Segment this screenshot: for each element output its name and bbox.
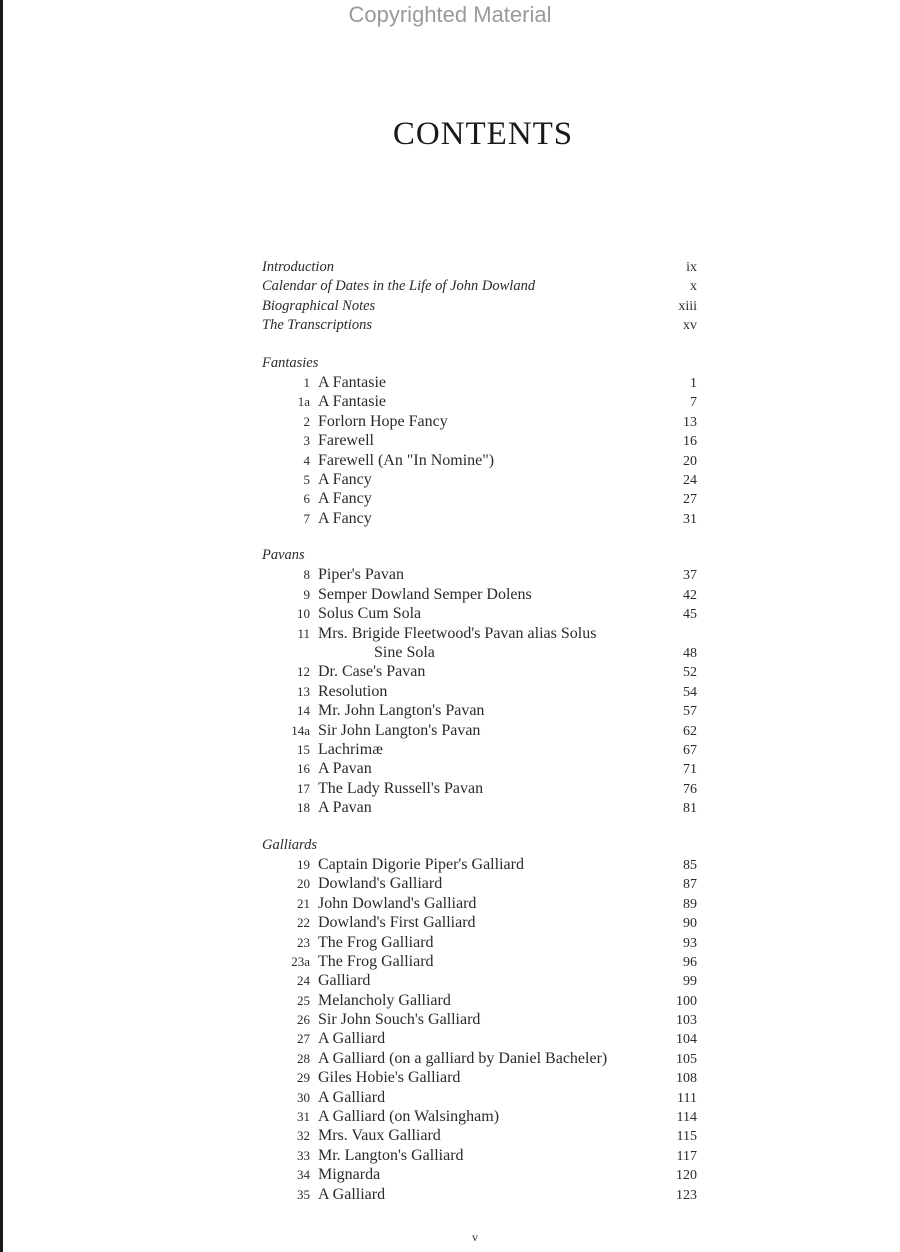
entry-title: A Fantasie <box>318 393 386 411</box>
toc-entry <box>262 1185 697 1204</box>
page-number: 16 <box>683 434 697 450</box>
entry-number: 28 <box>297 1050 310 1066</box>
toc-entry <box>262 643 697 662</box>
entry-title: Mrs. Vaux Galliard <box>318 1127 441 1145</box>
toc-entry <box>262 759 697 778</box>
entry-title: Piper's Pavan <box>318 566 404 584</box>
watermark: Copyrighted Material <box>348 2 552 27</box>
entry-number: 27 <box>297 1031 310 1047</box>
page-number: 96 <box>683 954 697 970</box>
entry-title: A Pavan <box>318 760 372 778</box>
page-number: xiii <box>678 298 697 314</box>
toc-entry <box>262 431 697 450</box>
entry-number: 6 <box>303 491 310 507</box>
entry-title: A Galliard (on a galliard by Daniel Bacheler) <box>318 1049 608 1067</box>
entry-number: 34 <box>297 1167 310 1183</box>
toc-entry <box>262 470 697 489</box>
page-number: 1 <box>690 375 697 391</box>
entry-title: Lachrimæ <box>318 740 383 758</box>
entry-number: 11 <box>297 625 310 641</box>
entry-title: A Galliard <box>318 1030 386 1048</box>
entry-title: Semper Dowland Semper Dolens <box>318 585 532 603</box>
page-edge <box>0 0 3 1252</box>
toc-entry <box>262 489 697 508</box>
entry-number: 30 <box>297 1089 310 1105</box>
toc-entry <box>262 1107 697 1126</box>
entry-number: 9 <box>303 586 310 602</box>
page-number: 45 <box>683 607 697 623</box>
entry-title: Mr. John Langton's Pavan <box>318 702 485 720</box>
entry-number: 18 <box>297 800 310 816</box>
entry-number: 1 <box>303 374 310 390</box>
entry-title: The Frog Galliard <box>318 933 434 951</box>
toc-entry <box>262 740 697 759</box>
toc-entry <box>262 933 697 952</box>
toc-entry <box>262 509 697 528</box>
page-number: 123 <box>676 1187 697 1203</box>
entry-title: A Fantasie <box>318 373 386 391</box>
page-number: 7 <box>690 395 697 411</box>
front-matter-row <box>262 277 697 296</box>
page-number: xv <box>683 318 697 334</box>
page-number: 71 <box>683 762 697 778</box>
page-number: 111 <box>677 1090 697 1106</box>
toc-entry <box>262 874 697 893</box>
entry-number: 1a <box>297 394 310 410</box>
page-number: 120 <box>676 1168 697 1184</box>
entry-number: 19 <box>297 856 310 872</box>
entry-title: The Transcriptions <box>262 317 372 334</box>
page-number: 54 <box>683 684 697 700</box>
front-matter-row <box>262 297 697 316</box>
section-pavans <box>262 546 697 817</box>
toc-entry <box>262 1165 697 1184</box>
entry-number: 8 <box>303 567 310 583</box>
page-number: 62 <box>683 723 697 739</box>
page-number: 89 <box>683 896 697 912</box>
front-matter-row <box>262 316 697 335</box>
page-number: 31 <box>683 511 697 527</box>
page-number: 103 <box>676 1013 697 1029</box>
entry-title: Farewell (An "In Nomine") <box>318 451 495 469</box>
page-number: 117 <box>676 1148 697 1164</box>
entry-number: 14 <box>297 703 310 719</box>
entry-title: A Galliard <box>318 1185 386 1203</box>
table-of-contents <box>262 258 697 1204</box>
toc-entry <box>262 1088 697 1107</box>
entry-title: Captain Digorie Piper's Galliard <box>318 855 524 873</box>
toc-entry <box>262 894 697 913</box>
entry-title: Sir John Langton's Pavan <box>318 721 481 739</box>
toc-entry <box>262 451 697 470</box>
toc-entry <box>262 991 697 1010</box>
page-number: 105 <box>676 1051 697 1067</box>
entry-number: 16 <box>297 761 310 777</box>
entry-title: Solus Cum Sola <box>318 605 422 623</box>
front-matter-row <box>262 258 697 277</box>
page-number: 67 <box>683 742 697 758</box>
entry-title: Dr. Case's Pavan <box>318 663 426 681</box>
entry-number: 3 <box>303 433 310 449</box>
toc-entry <box>262 585 697 604</box>
entry-title: Biographical Notes <box>262 297 376 314</box>
page-number: 37 <box>683 568 697 584</box>
toc-entry <box>262 392 697 411</box>
page-number: ix <box>686 260 697 275</box>
entry-number: 7 <box>303 510 310 526</box>
page-folio: v <box>472 1230 478 1244</box>
page-number: 13 <box>683 414 697 430</box>
entry-title: Mr. Langton's Galliard <box>318 1146 464 1164</box>
entry-title: Forlorn Hope Fancy <box>318 412 448 430</box>
entry-number: 25 <box>297 992 310 1008</box>
entry-number: 29 <box>297 1070 310 1086</box>
page-number: 52 <box>683 665 697 681</box>
toc-entry <box>262 604 697 623</box>
page-number: 24 <box>683 472 697 488</box>
entry-number: 22 <box>297 915 310 931</box>
page-number: 81 <box>683 801 697 817</box>
toc-entry <box>262 855 697 874</box>
entry-number: 26 <box>297 1012 310 1028</box>
entry-title: A Fancy <box>318 509 372 527</box>
toc-entry <box>262 662 697 681</box>
toc-entry <box>262 701 697 720</box>
toc-entry <box>262 624 697 643</box>
entry-number: 33 <box>297 1147 310 1163</box>
entry-number: 2 <box>303 413 310 429</box>
toc-entry <box>262 971 697 990</box>
page-number: 42 <box>683 587 697 603</box>
page-number: 48 <box>683 646 697 662</box>
entry-title: Introduction <box>262 259 334 275</box>
entry-number: 35 <box>297 1186 310 1202</box>
page-number: 115 <box>676 1129 697 1145</box>
page-number: 99 <box>683 974 697 990</box>
toc-entry <box>262 1010 697 1029</box>
toc-entry <box>262 682 697 701</box>
front-matter-list <box>262 258 697 336</box>
entry-number: 12 <box>297 664 310 680</box>
entry-number: 13 <box>297 683 310 699</box>
toc-entry <box>262 1068 697 1087</box>
entry-title: The Frog Galliard <box>318 952 434 970</box>
toc-entry <box>262 779 697 798</box>
toc-entry <box>262 798 697 817</box>
page-number: 27 <box>683 492 697 508</box>
entry-number: 24 <box>297 973 310 989</box>
entry-title: Sir John Souch's Galliard <box>318 1011 481 1029</box>
page-number: x <box>690 279 697 295</box>
section-heading: Pavans <box>262 547 305 564</box>
entry-title: Melancholy Galliard <box>318 991 451 1009</box>
toc-entry <box>262 1029 697 1048</box>
entry-title: Dowland's Galliard <box>318 875 443 893</box>
entry-number: 32 <box>297 1128 310 1144</box>
entry-number: 23a <box>291 953 310 969</box>
entry-title: Galliard <box>318 972 371 990</box>
toc-entry <box>262 952 697 971</box>
entry-title: A Galliard <box>318 1088 386 1106</box>
page-number: 90 <box>683 916 697 932</box>
entry-title: A Galliard (on Walsingham) <box>318 1108 500 1126</box>
entry-title: A Fancy <box>318 490 372 508</box>
entry-title: John Dowland's Galliard <box>318 894 477 912</box>
section-heading: Fantasies <box>262 354 319 371</box>
section-galliards <box>262 836 697 1204</box>
toc-entry <box>262 721 697 740</box>
toc-entry <box>262 412 697 431</box>
entry-title: Calendar of Dates in the Life of John Dowland <box>262 278 536 295</box>
toc-entry <box>262 1146 697 1165</box>
page-number: 114 <box>676 1110 697 1126</box>
entry-number: 17 <box>297 780 310 796</box>
entry-title: Dowland's First Galliard <box>318 914 476 932</box>
page-number: 104 <box>676 1032 697 1048</box>
entry-title: The Lady Russell's Pavan <box>318 779 484 797</box>
page-number: 100 <box>676 993 697 1009</box>
page-number: 20 <box>683 453 697 469</box>
entry-title: Mrs. Brigide Fleetwood's Pavan alias Solus <box>318 624 597 642</box>
toc-entry <box>262 1126 697 1145</box>
toc-entry <box>262 913 697 932</box>
entry-title: A Pavan <box>318 799 372 817</box>
toc-entry <box>262 1049 697 1068</box>
entry-number: 31 <box>297 1109 310 1125</box>
page-number: 57 <box>683 704 697 720</box>
entry-number: 23 <box>297 934 310 950</box>
entry-title: Sine Sola <box>374 644 435 662</box>
page-number: 108 <box>676 1071 697 1087</box>
page-number: 93 <box>683 935 697 951</box>
entry-number: 4 <box>303 452 310 468</box>
page-title: CONTENTS <box>392 116 574 152</box>
entry-number: 5 <box>303 471 310 487</box>
page-number: 76 <box>683 781 697 797</box>
entry-number: 15 <box>297 741 310 757</box>
entry-number: 21 <box>297 895 310 911</box>
toc-entry <box>262 373 697 392</box>
page-number: 87 <box>683 877 697 893</box>
entry-number: 10 <box>297 606 310 622</box>
entry-title: Giles Hobie's Galliard <box>318 1069 461 1087</box>
entry-number: 20 <box>297 876 310 892</box>
entry-title: Farewell <box>318 432 374 450</box>
entry-title: Resolution <box>318 682 388 700</box>
entry-number: 14a <box>291 722 310 738</box>
sections <box>262 354 697 1204</box>
section-fantasies <box>262 354 697 529</box>
entry-title: A Fancy <box>318 470 372 488</box>
toc-entry <box>262 565 697 584</box>
page-number: 85 <box>683 857 697 873</box>
entry-title: Mignarda <box>318 1166 381 1184</box>
section-heading: Galliards <box>262 836 318 853</box>
